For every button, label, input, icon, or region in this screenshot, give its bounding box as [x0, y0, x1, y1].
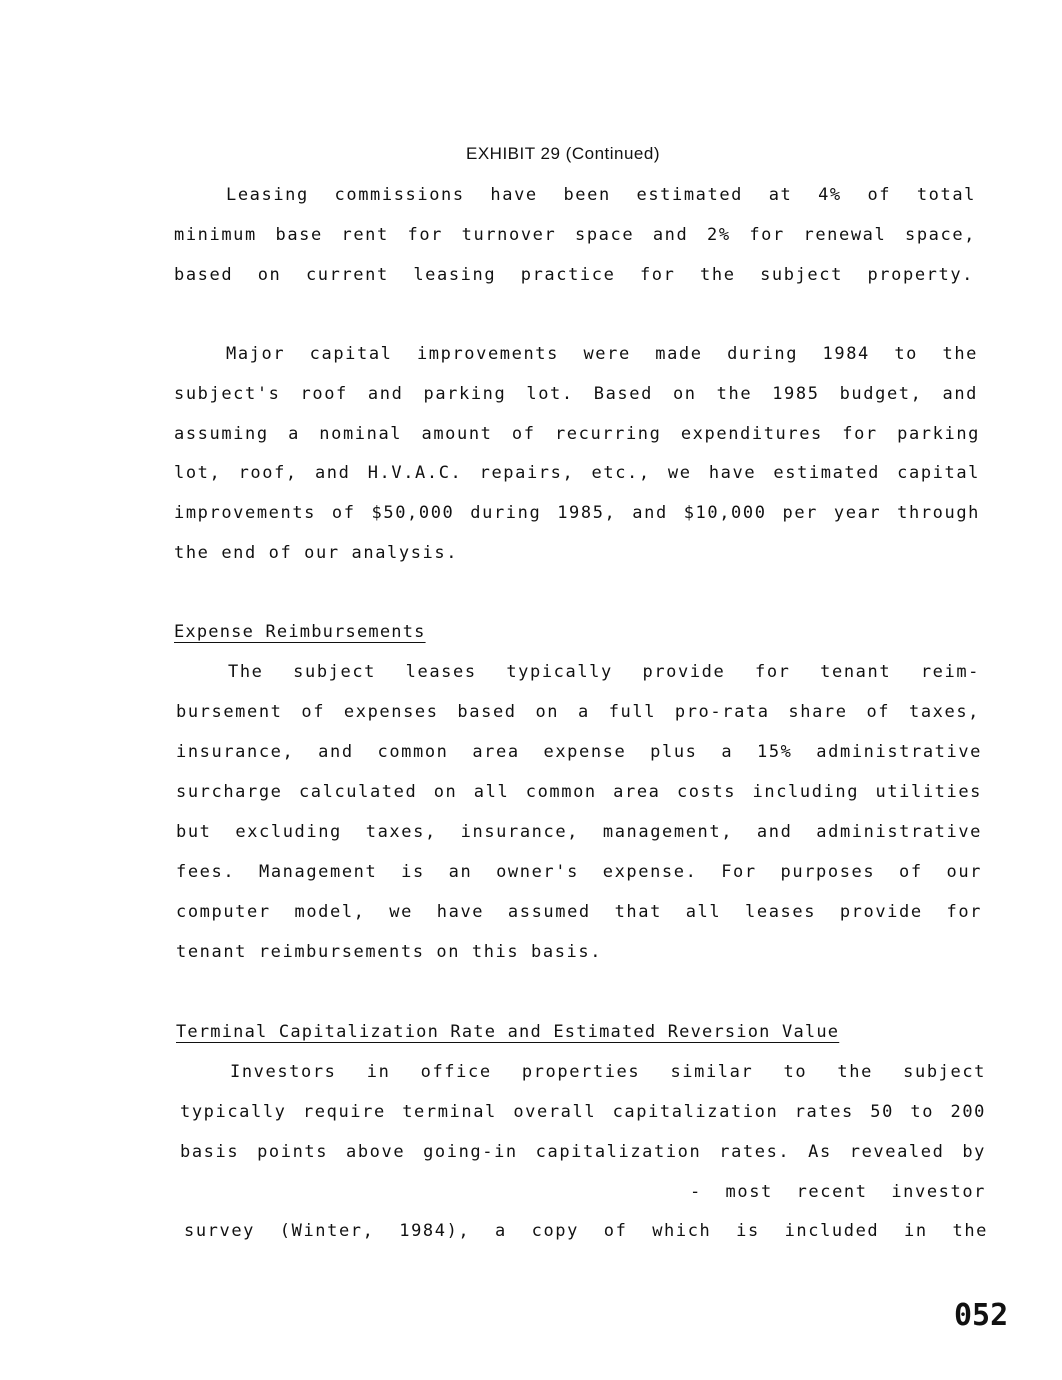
leasing-paragraph-line: minimum base rent for turnover space and 2% for renewal space, [174, 225, 976, 245]
expense-paragraph-line: but excluding taxes, insurance, management, and administrative [176, 822, 982, 842]
terminal-paragraph-line: typically require terminal overall capitalization rates 50 to 200 [180, 1102, 986, 1122]
leasing-paragraph-line: Leasing commissions have been estimated at 4% of total [226, 185, 976, 205]
expense-paragraph-line: surcharge calculated on all common area costs including utilities [176, 782, 982, 802]
expense-reimbursements-heading: Expense Reimbursements [174, 622, 426, 642]
expense-paragraph-line: tenant reimbursements on this basis. [176, 942, 603, 962]
expense-paragraph-line: computer model, we have assumed that all leases provide for [176, 902, 982, 922]
terminal-paragraph-line: survey (Winter, 1984), a copy of which is included in the [184, 1221, 988, 1241]
expense-paragraph-line: bursement of expenses based on a full pro-rata share of taxes, [176, 702, 980, 722]
capital-paragraph-line: Major capital improvements were made during 1984 to the [226, 344, 978, 364]
terminal-paragraph-line: Investors in office properties similar to the subject [230, 1062, 986, 1082]
capital-paragraph-line: the end of our analysis. [174, 543, 459, 563]
expense-paragraph-line: insurance, and common area expense plus a 15% administrative [176, 742, 982, 762]
exhibit-header: EXHIBIT 29 (Continued) [466, 144, 660, 163]
capital-paragraph-line: improvements of $50,000 during 1985, and $10,000 per year through [174, 503, 980, 523]
leasing-paragraph-line: based on current leasing practice for the subject property. [174, 265, 974, 285]
capital-paragraph-line: subject's roof and parking lot. Based on the 1985 budget, and [174, 384, 978, 404]
page-number: 052 [954, 1298, 1009, 1333]
expense-paragraph-line: The subject leases typically provide for tenant reim- [228, 662, 980, 682]
expense-paragraph-line: fees. Management is an owner's expense. For purposes of our [176, 862, 982, 882]
capital-paragraph-line: lot, roof, and H.V.A.C. repairs, etc., we have estimated capital [174, 463, 980, 483]
capital-paragraph-line: assuming a nominal amount of recurring expenditures for parking [174, 424, 980, 444]
terminal-paragraph-line: basis points above going-in capitalization rates. As revealed by [180, 1142, 986, 1162]
terminal-capitalization-heading: Terminal Capitalization Rate and Estimated Reversion Value [176, 1022, 840, 1042]
terminal-paragraph-line: - most recent investor [690, 1182, 986, 1202]
